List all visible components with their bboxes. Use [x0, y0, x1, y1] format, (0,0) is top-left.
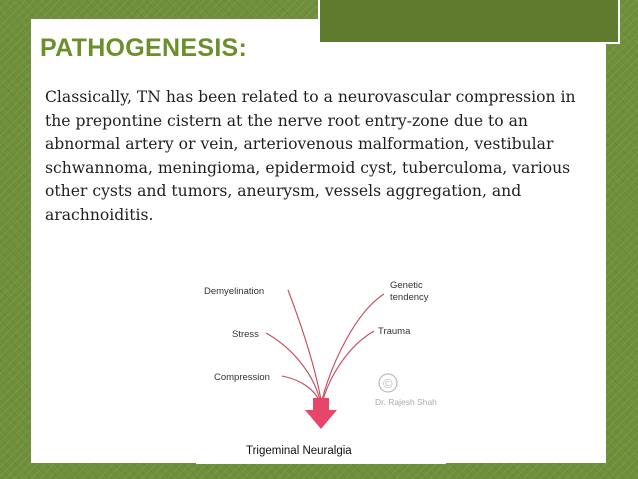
- label-stress: Stress: [232, 329, 259, 340]
- decorative-header-rectangle-overlay: [318, 0, 620, 44]
- watermark-author: Dr. Rajesh Shah: [375, 397, 437, 407]
- label-tendency: tendency: [390, 292, 429, 303]
- label-compression: Compression: [214, 372, 270, 383]
- label-demyelination: Demyelination: [204, 286, 265, 297]
- diagram-svg: [196, 272, 446, 464]
- label-genetic: Genetic: [390, 280, 423, 291]
- copyright-symbol: ©: [383, 376, 393, 391]
- label-trauma: Trauma: [378, 326, 411, 337]
- pathogenesis-diagram: [196, 272, 446, 464]
- slide-body-text: Classically, TN has been related to a neurovascular compression in the prepontine cistern at the nerve root entry-zone due to an abnormal artery or vein, arteriovenous malformation, vestibular schwannoma, meningioma, epidermoid cyst, tuberculoma, various other cysts and tumors, aneurysm, vessels aggregation, and arachnoiditis.: [45, 88, 576, 224]
- slide-title: PATHOGENESIS:: [40, 34, 248, 62]
- label-trigeminal-neuralgia: Trigeminal Neuralgia: [246, 445, 352, 457]
